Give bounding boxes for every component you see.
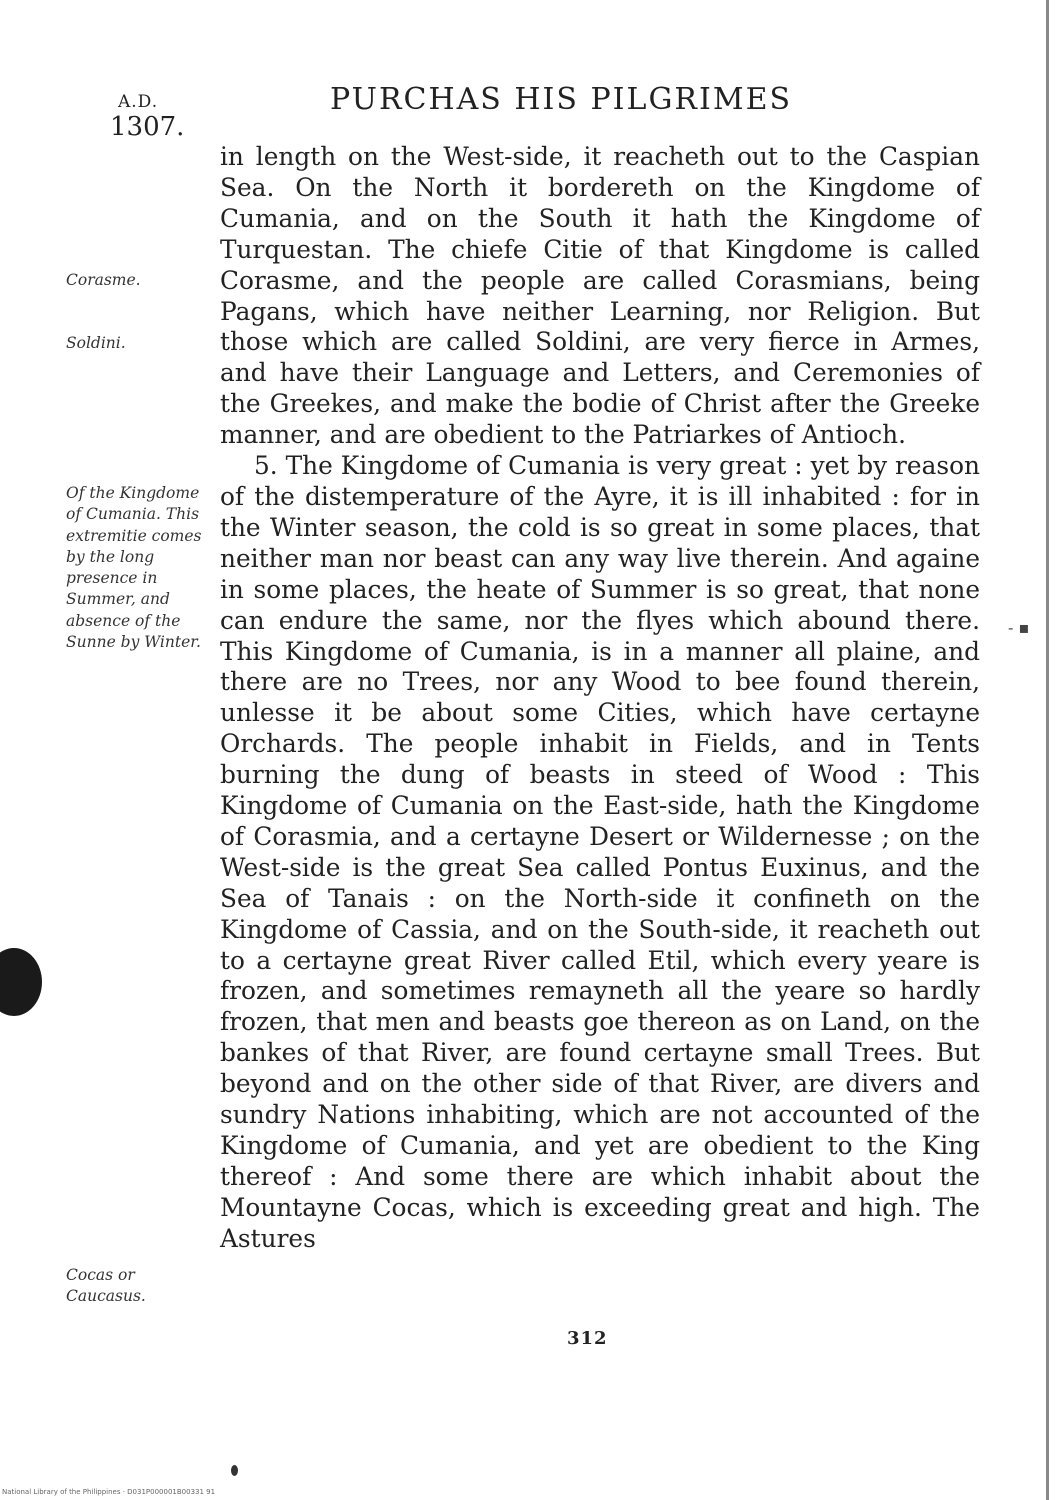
sidenote-corasme: Corasme. xyxy=(66,271,141,289)
body-text xyxy=(220,142,980,1255)
page-number: 312 xyxy=(567,1328,608,1349)
paragraph-1: in length on the West-side, it reacheth out to the Caspian Sea. On the North it bordereth on the Kingdome of Cumania, and on the South it hath the Kingdome of Turquestan. The chiefe Citie of that Kingdome is called Corasme, and the people are called Corasmians, being Pagans, which have neither Learning, nor Religion. But those which are called Soldini, are very fierce in Armes, and have their Language and Letters, and Ceremonies of the Greekes, and make the bodie of Christ after the Greeke manner, and are obedient to the Patriarkes of Antioch. xyxy=(220,142,980,450)
binding-shadow xyxy=(0,948,42,1016)
scan-credit: National Library of the Philippines · D031P000001B00331 91 xyxy=(2,1488,216,1496)
running-head: PURCHAS HIS PILGRIMES xyxy=(330,82,793,117)
sidenote-cumania: Of the Kingdome of Cumania. This extremitie comes by the long presence in Summer, and absence of the Sunne by Winter. xyxy=(66,484,202,652)
ink-spot xyxy=(231,1465,238,1476)
sidenote-cocas: Cocas or Caucasus. xyxy=(66,1266,146,1306)
paragraph-2: 5. The Kingdome of Cumania is very great : yet by reason of the distemperature of the Ayre, it is ill inhabited : for in the Winter season, the cold is so great in some places, that neither man nor beast can any way live therein. And againe in some places, the heate of Summer is so great, that none can endure the same, nor the flyes which abound there. This Kingdome of Cumania, is in a manner all plaine, and there are no Trees, nor any Wood to bee found therein, unlesse it be about some Cities, which have certayne Orchards. The people inhabit in Fields, and in Tents burning the dung of beasts in steed of Wood : This Kingdome of Cumania on the East-side, hath the Kingdome of Corasmia, and a certayne Desert or Wildernesse ; on the West-side is the great Sea called Pontus Euxinus, and the Sea of Tanais : on the North-side it confineth on the Kingdome of Cassia, and on the South-side, it reacheth out to a certayne great River called Etil, which every yeare is frozen, and sometimes remayneth all the yeare so hardly frozen, that men and beasts goe thereon as on Land, on the bankes of that River, are found certayne small Trees. But beyond and on the other side of that River, are divers and sundry Nations inhabiting, which are not accounted of the Kingdome of Cumania, and yet are obedient to the King thereof : And some there are which inhabit about the Mountayne Cocas, which is exceeding great and high. The Astures xyxy=(220,451,980,1253)
page-edge xyxy=(1046,0,1049,1500)
year-number: 1307. xyxy=(110,112,185,142)
sidenote-soldini: Soldini. xyxy=(66,334,126,352)
margin-dash-mark: - ▪ xyxy=(1008,618,1030,637)
year-label: A.D. xyxy=(118,92,159,112)
